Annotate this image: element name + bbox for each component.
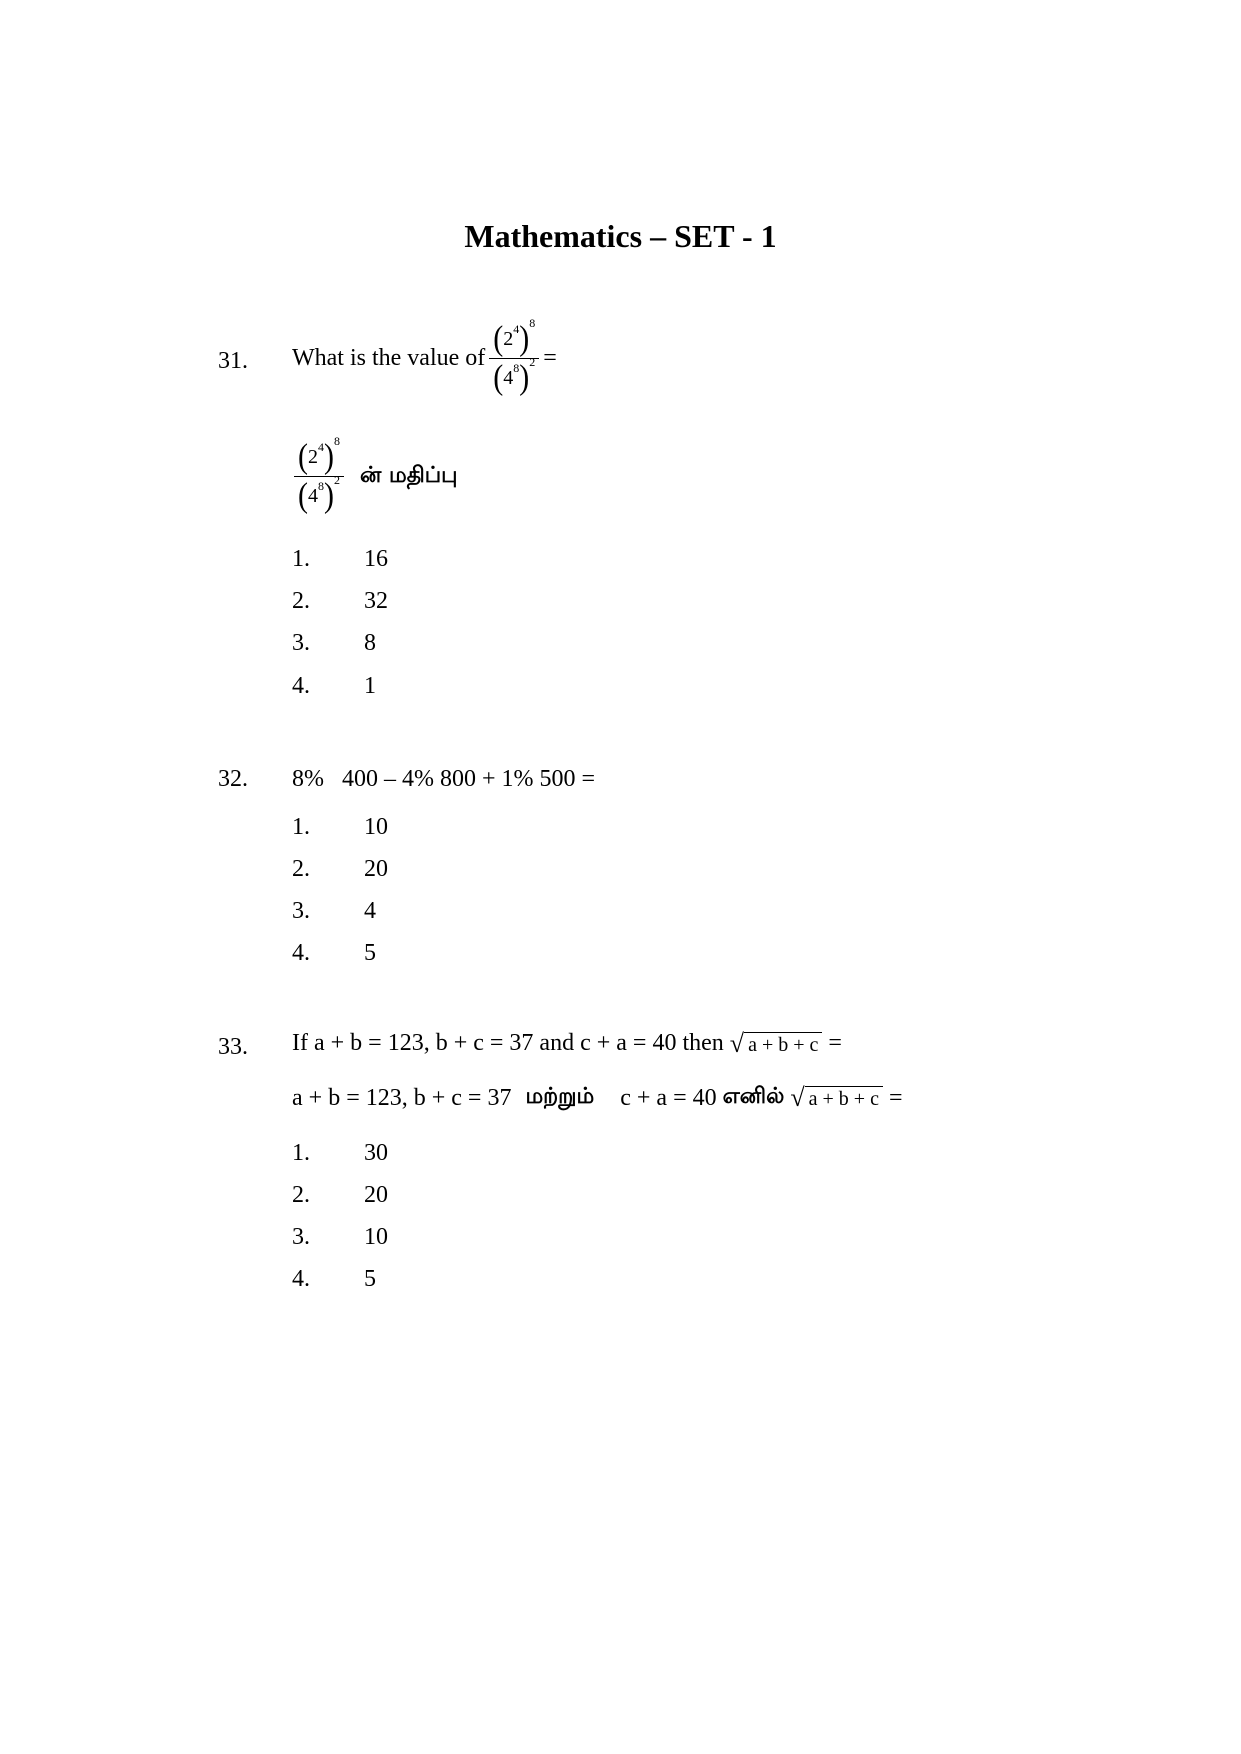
question-33-tamil-prompt: a + b = 123, b + c = 37 மற்றும் c + a = 40 எனில் √ a + b + c = xyxy=(292,1083,903,1112)
question-31-option-2: 2. 32 xyxy=(292,588,388,614)
question-32-option-2: 2. 20 xyxy=(292,856,388,882)
equals-sign: = xyxy=(828,1030,842,1056)
tamil-and: மற்றும் xyxy=(525,1084,595,1109)
square-root-expression-tamil: √ a + b + c xyxy=(790,1085,883,1111)
question-31-option-4: 4. 1 xyxy=(292,673,376,699)
question-31-number: 31. xyxy=(218,348,248,374)
square-root-expression: √ a + b + c xyxy=(730,1031,823,1057)
question-31-text: What is the value of xyxy=(292,345,486,371)
page-title: Mathematics – SET - 1 xyxy=(464,218,777,254)
question-32-number: 32. xyxy=(218,766,248,792)
question-33-text: If a + b = 123, b + c = 37 and c + a = 40 then xyxy=(292,1030,724,1056)
fraction-numerator: ( 2 4 ) 8 xyxy=(493,315,536,358)
question-31-tamil-fraction: ( 2 4 ) 8 ( 4 8 ) 2 xyxy=(294,438,344,515)
question-32-option-1: 1. 10 xyxy=(292,814,388,840)
question-32-option-3: 3. 4 xyxy=(292,898,376,924)
question-33-number: 33. xyxy=(218,1034,248,1060)
question-33-option-2: 2. 20 xyxy=(292,1182,388,1208)
fraction-denominator: ( 4 8 ) 2 xyxy=(493,354,536,397)
equals-sign: = xyxy=(543,345,557,371)
question-33-prompt xyxy=(292,1030,842,1057)
question-32-option-4: 4. 5 xyxy=(292,940,376,966)
question-33-option-1: 1. 30 xyxy=(292,1140,388,1166)
question-31-tamil-text: ன் மதிப்பு xyxy=(360,462,458,488)
question-31-option-1: 1. 16 xyxy=(292,546,388,572)
question-33-option-3: 3. 10 xyxy=(292,1224,388,1250)
question-32-prompt: 8% 400 – 4% 800 + 1% 500 = xyxy=(292,766,596,792)
question-31-tamil-prompt xyxy=(290,433,458,515)
question-31-prompt xyxy=(292,315,557,397)
question-33-option-4: 4. 5 xyxy=(292,1266,376,1292)
question-31-option-3: 3. 8 xyxy=(292,630,376,656)
question-31-fraction xyxy=(489,315,539,397)
tamil-if: எனில் xyxy=(722,1084,785,1109)
